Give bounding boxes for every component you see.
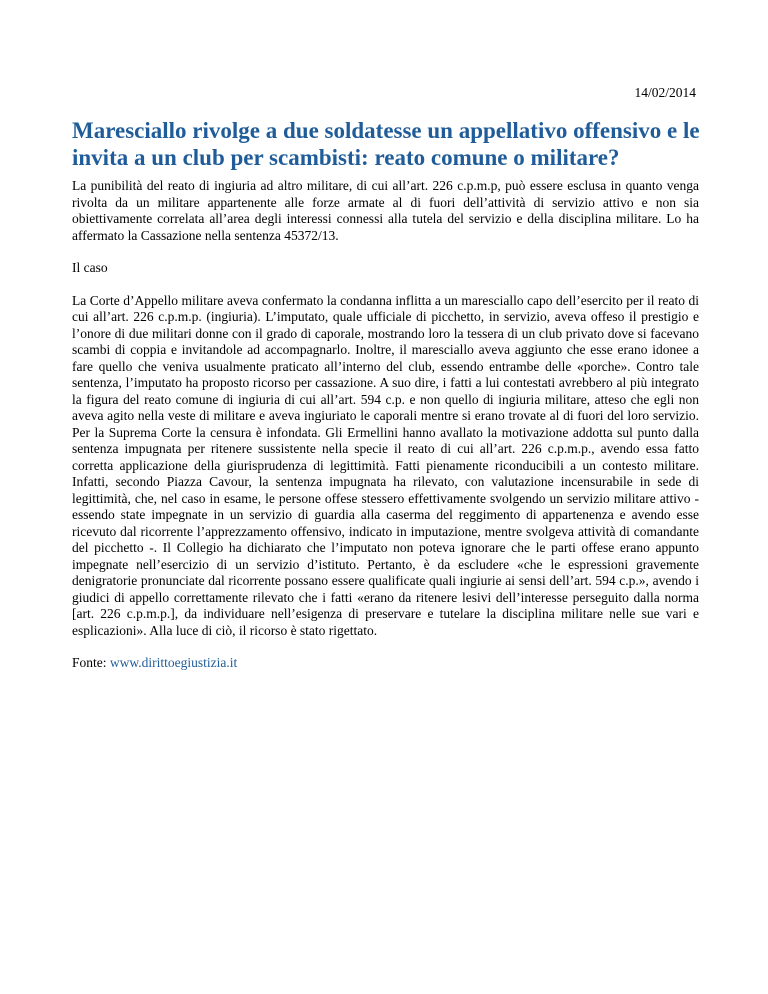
article-body — [72, 178, 699, 688]
document-date: 14/02/2014 — [634, 85, 696, 100]
source-label: Fonte: — [72, 655, 110, 670]
intro-paragraph: La punibilità del reato di ingiuria ad altro militare, di cui all’art. 226 c.p.m.p, può essere esclusa in quanto venga rivolta da un militare appartenente alle forze armate al di fuori dell’attività di servizio attivo e non sia obiettivamente correlata all’area degli interessi connessi alla tutela del servizio e della disciplina militare. Lo ha affermato la Cassazione nella sentenza 45372/13. — [72, 178, 699, 243]
source-line — [72, 655, 699, 672]
case-paragraph: La Corte d’Appello militare aveva confermato la condanna inflitta a un maresciallo capo dell’esercito per il reato di cui all’art. 226 c.p.m.p. (ingiuria). L’imputato, quale ufficiale di picchetto, in servizio, aveva offeso il prestigio e l’onore di due militari donne con il grado di caporale, mostrando loro la tessera di un club privato dove si facevano scambi di coppia e invitandole ad accompagnarlo. Inoltre, il maresciallo aveva aggiunto che esse erano idonee a fare quello che veniva usualmente praticato all’interno del club, essendo entrambe delle «porche». Contro tale sentenza, l’imputato ha proposto ricorso per cassazione. A suo dire, i fatti a lui contestati avrebbero al più integrato la figura del reato comune di ingiuria di cui all’art. 594 c.p. e non quello di ingiuria militare, atteso che egli non aveva agito nella veste di militare e aveva ingiuriato le caporali mentre si erano trovate al di fuori del loro servizio. Per la Suprema Corte la censura è infondata. Gli Ermellini hanno avallato la motivazione addotta sul punto dalla sentenza impugnata per ritenere sussistente nella specie il reato di cui all’art. 226 c.p.m.p., avendo essa fatto corretta applicazione della giurisprudenza di legittimità. Fatti pienamente riconducibili a un contesto militare. Infatti, secondo Piazza Cavour, la sentenza impugnata ha rilevato, con valutazione incensurabile in sede di legittimità, che, nel caso in esame, le persone offese stessero effettivamente svolgendo un servizio militare attivo - essendo state impegnate in un servizio di guardia alla caserma del reggimento di appartenenza e avendo esse ricevuto dal ricorrente l’apprezzamento offensivo, indicato in imputazione, mentre svolgeva attività di comandante del picchetto -. Il Collegio ha dichiarato che l’imputato non poteva ignorare che le parti offese erano appunto impegnate nell’esercizio di un servizio d’istituto. Pertanto, è da escludere «che le espressioni gravemente denigratorie pronunciate dal ricorrente possano essere qualificate quali ingiurie ai sensi dell’art. 594 c.p.», avendo i giudici di appello correttamente rilevato che i fatti «erano da ritenere lesivi dell’interesse perseguito dalla norma [art. 226 c.p.m.p.], da individuare nell’esigenza di preservare e tutelare la disciplina militare nelle sue vari e esplicazioni». Alla luce di ciò, il ricorso è stato rigettato. — [72, 292, 699, 638]
article-title: Maresciallo rivolge a due soldatesse un appellativo offensivo e le invita a un club per scambisti: reato comune o militare? — [72, 118, 700, 170]
source-link[interactable]: www.dirittoegiustizia.it — [109, 655, 238, 670]
section-heading: Il caso — [72, 260, 108, 275]
